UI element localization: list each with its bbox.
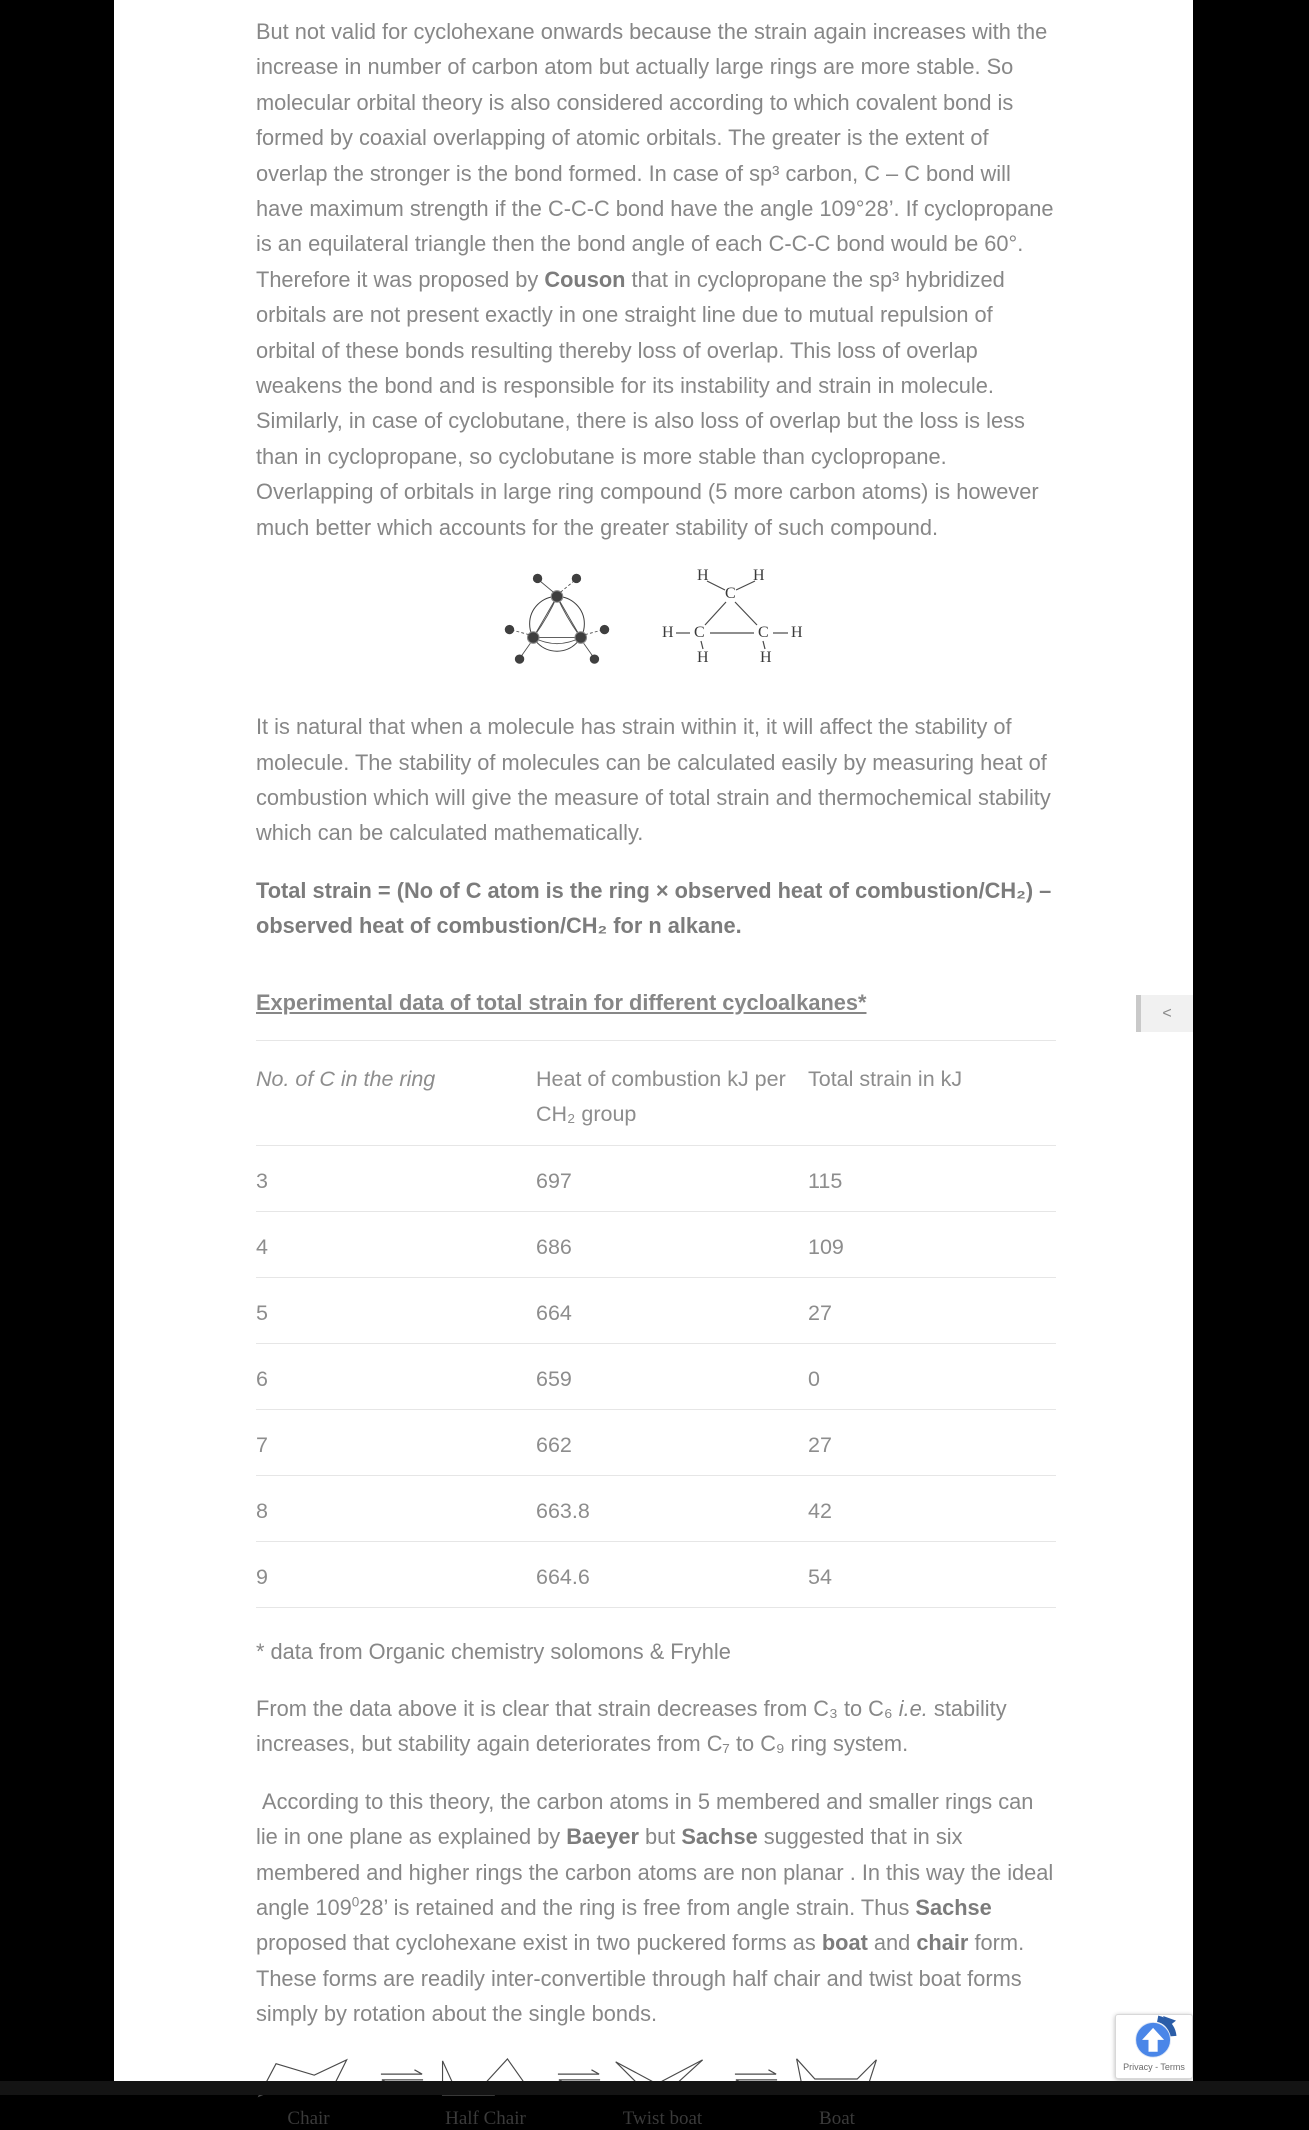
- atom-label: H: [697, 649, 709, 667]
- cell-ring-size: 8: [256, 1475, 536, 1541]
- chair-structure-drawing: [256, 2054, 361, 2104]
- cell-ring-size: 4: [256, 1211, 536, 1277]
- table-row: [256, 1211, 1056, 1277]
- conformer-label: Chair: [287, 2107, 330, 2129]
- cell-ring-size: 6: [256, 1343, 536, 1409]
- cell-heat: 659: [536, 1343, 808, 1409]
- atom-label: C: [694, 624, 705, 642]
- paragraph-total-strain-formula: Total strain = (No of C atom is the ring × observed heat of combustion/CH₂) – observed heat of combustion/CH₂ for n alkane.: [256, 877, 1052, 939]
- atom-label: C: [758, 624, 769, 642]
- atom-label: C: [725, 585, 736, 603]
- text-column: [256, 0, 1056, 2130]
- cell-ring-size: 7: [256, 1409, 536, 1475]
- table-row: [256, 1541, 1056, 1607]
- atom-label: H: [753, 567, 765, 585]
- cell-strain: 115: [808, 1145, 1056, 1211]
- cell-heat: 686: [536, 1211, 808, 1277]
- cell-heat: 664.6: [536, 1541, 808, 1607]
- header-heat-of-combustion: Heat of combustion kJ per CH₂ group: [536, 1040, 808, 1145]
- cyclopropane-figures: [256, 567, 1056, 685]
- paragraph-sachse-theory: According to this theory, the carbon atoms in 5 membered and smaller rings can lie in one plane as explained by Baeyer but Sachse suggested that in six membered and higher rings the carbon atoms are non planar . In this way the ideal angle $109^028$’ is retained and the ring is free from angle strain. Thus Sachse proposed that cyclohexane exist in two puckered forms as boat and chair form. These forms are readily inter-convertible through half chair and twist boat forms simply by rotation about the single bonds.: [256, 1788, 1054, 2027]
- bottom-bar: [0, 2081, 1309, 2095]
- sidebar-collapse-toggle[interactable]: [1136, 995, 1193, 1032]
- paragraph-data-conclusion: From the data above it is clear that strain decreases from C₃ to C₆ i.e. stability increases, but stability again deteriorates from C₇ to C₉ ring system.: [256, 1695, 1007, 1757]
- twist-boat-structure-drawing: [610, 2054, 715, 2104]
- cyclopropane-structural-formula: [659, 567, 809, 685]
- atom-label: H: [760, 649, 772, 667]
- conformer-label: Boat: [819, 2107, 855, 2129]
- cell-strain: 54: [808, 1541, 1056, 1607]
- conformer-label: Half Chair: [445, 2107, 526, 2129]
- cell-strain: 27: [808, 1409, 1056, 1475]
- paragraph-strain-stability: It is natural that when a molecule has strain within it, it will affect the stability of molecule. The stability of molecules can be calculated easily by measuring heat of combustion which will give the measure of total strain and thermochemical stability which can be calculated mathematically.: [256, 714, 1051, 846]
- cell-strain: 27: [808, 1277, 1056, 1343]
- cell-heat: 663.8: [536, 1475, 808, 1541]
- atom-label: H: [697, 567, 709, 585]
- left-letterbox: [0, 0, 114, 2095]
- table-row: [256, 1343, 1056, 1409]
- table-header-row: [256, 1040, 1056, 1145]
- cell-strain: 42: [808, 1475, 1056, 1541]
- table-row: [256, 1475, 1056, 1541]
- strain-table: [256, 1040, 1056, 1608]
- table-heading: Experimental data of total strain for different cycloalkanes*: [256, 989, 867, 1015]
- chevron-left-icon: <: [1162, 1004, 1172, 1022]
- cell-ring-size: 9: [256, 1541, 536, 1607]
- cell-strain: 109: [808, 1211, 1056, 1277]
- paragraph-orbital-theory: But not valid for cyclohexane onwards because the strain again increases with the increase in number of carbon atom but actually large rings are more stable. So molecular orbital theory is also considered according to which covalent bond is formed by coaxial overlapping of atomic orbitals. The greater is the extent of overlap the stronger is the bond formed. In case of sp³ carbon, C – C bond will have maximum strength if the C-C-C bond have the angle 109°28’. If cyclopropane is an equilateral triangle then the bond angle of each C-C-C bond would be 60°. Therefore it was proposed by Couson that in cyclopropane the sp³ hybridized orbitals are not present exactly in one straight line due to mutual repulsion of orbital of these bonds resulting thereby loss of overlap. This loss of overlap weakens the bond and is responsible for its instability and strain in molecule. Similarly, in case of cyclobutane, there is also loss of overlap but the loss is less than in cyclopropane, so cyclobutane is more stable than cyclopropane. Overlapping of orbitals in large ring compound (5 more carbon atoms) is however much better which accounts for the greater stability of such compound.: [256, 19, 1054, 540]
- cell-ring-size: 3: [256, 1145, 536, 1211]
- half-chair-structure-drawing: [433, 2054, 538, 2104]
- scroll-to-top-icon: [1132, 2016, 1176, 2060]
- table-row: [256, 1409, 1056, 1475]
- cell-strain: 0: [808, 1343, 1056, 1409]
- table-row: [256, 1277, 1056, 1343]
- header-no-of-c: No. of C in the ring: [256, 1040, 536, 1145]
- atom-label: H: [791, 624, 803, 642]
- conformer-label: Twist boat: [622, 2107, 703, 2129]
- article-content: [114, 0, 1193, 2129]
- privacy-terms-label[interactable]: Privacy - Terms: [1123, 2062, 1185, 2072]
- recaptcha-badge[interactable]: [1115, 2014, 1193, 2079]
- cyclopropane-orbital-diagram: [503, 572, 611, 680]
- cell-heat: 697: [536, 1145, 808, 1211]
- table-footnote: * data from Organic chemistry solomons & Fryhle: [256, 1638, 731, 1664]
- cell-heat: 664: [536, 1277, 808, 1343]
- boat-structure-drawing: [787, 2054, 887, 2104]
- atom-label: H: [662, 624, 674, 642]
- right-letterbox: [1193, 0, 1309, 2095]
- cell-ring-size: 5: [256, 1277, 536, 1343]
- cell-heat: 662: [536, 1409, 808, 1475]
- table-row: [256, 1145, 1056, 1211]
- header-total-strain: Total strain in kJ: [808, 1040, 1056, 1145]
